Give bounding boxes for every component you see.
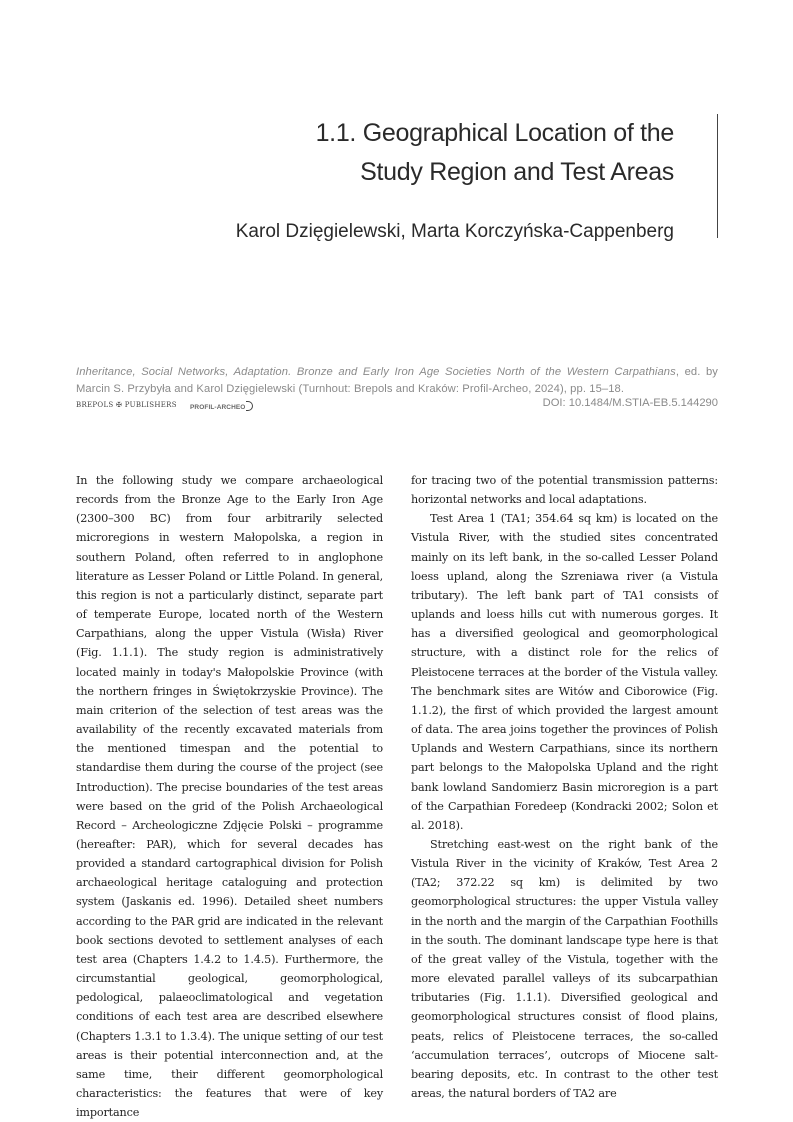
citation-book-title: Inheritance, Social Networks, Adaptation. Bronze and Early Iron Age Societies North of the Western Carpathians xyxy=(76,366,676,378)
body-paragraph: Stretching east-west on the right bank of the Vistula River in the vicinity of Kraków, Test Area 2 (TA2; 372.22 sq km) is delimited by two geomorphological structures: the upper Vistula valley in the north and the margin of the Carpathian Foothills in the south. The dominant landscape type here is that of the great valley of the Vistula, together with the more elevated parallel valleys of its subcarpathian tributaries (Fig. 1.1.1). Diversified geological and geomorphological structures consist of flood plains, peats, relics of Pleistocene terraces, the so-called ‘accumulation terraces’, outcrops of Miocene salt-bearing deposits, etc. In contrast to the other test areas, the natural borders of TA2 are xyxy=(411,837,718,1100)
body-paragraph: In the following study we compare archaeological records from the Bronze Age to the Early Iron Age (2300–300 BC) from four arbitrarily selected microregions in western Małopolska, a region in southern Poland, often referred to in anglophone literature as Lesser Poland or Little Poland. In general, this region is not a particularly distinct, separate part of temperate Europe, located north of the Western Carpathians, along the upper Vistula (Wisła) River (Fig. 1.1.1). The study region is administratively located mainly in today's Małopolskie Province (with the northern fringes in Świętokrzyskie Province). The main criterion of the selection of test areas was the availability of the recently excavated materials from the mentioned timespan and the potential to standardise them during the course of the project (see Introduction). The precise boundaries of the test areas were based on the grid of the Polish Archaeological Record – Archeologiczne Zdjęcie Polski – programme (hereafter: PAR), which for several decades has provided a standard cartographical division for Polish archaeological heritage cataloguing and protection system (Jaskanis ed. 1996). Detailed sheet numbers according to the PAR grid are indicated in the relevant book sections devoted to settlement analyses of each test area (Chapters 1.4.2 to 1.4.5). Furthermore, the circumstantial geological, geomorphological, pedological, palaeoclimatological and vegetation conditions of each test area are described elsewhere (Chapters 1.3.1 to 1.3.4). The unique setting of our test areas is their potential interconnection and, at the same time, their different geomorphological characteristics: the features that were of key importance xyxy=(76,474,383,1120)
body-column-right xyxy=(411,471,718,1103)
body-paragraph: Test Area 1 (TA1; 354.64 sq km) is located on the Vistula River, with the studied sites concentrated mainly on its left bank, in the so-called Lesser Poland loess upland, along the Szreniawa river (a Vistula tributary). The left bank part of TA1 consists of uplands and loess hills cut with numerous gorges. It has a diversified geological and geomorphological structure, with a distinct role for the relics of Pleistocene terraces at the border of the Vistula valley. The benchmark sites are Witów and Ciborowice (Fig. 1.1.2), the first of which provided the largest amount of data. The area joins together the provinces of Polish Uplands and Western Carpathians, since its northern part belongs to the Małopolska Upland and the right bank lowland Sandomierz Basin microregion is a part of the Carpathian Foredeep (Kondracki 2002; Solon et al. 2018). xyxy=(411,512,718,832)
body-column-left xyxy=(76,471,383,1122)
doi-link[interactable]: DOI: 10.1484/M.STIA-EB.5.144290 xyxy=(542,397,718,409)
chapter-authors: Karol Dzięgielewski, Marta Korczyńska-Cappenberg xyxy=(235,221,674,242)
header-rule xyxy=(717,114,718,238)
body-paragraph: for tracing two of the potential transmission patterns: horizontal networks and local adaptations. xyxy=(411,474,718,507)
chapter-header xyxy=(114,114,674,246)
chapter-title-line-1: 1.1. Geographical Location of the xyxy=(315,119,674,147)
publisher-row xyxy=(76,397,718,415)
profil-archeo-text: PROFIL-ARCHEO xyxy=(190,404,246,411)
brepols-logo: BREPOLS ✠ PUBLISHERS xyxy=(76,401,177,409)
profil-archeo-mark-icon xyxy=(246,401,253,411)
citation-details: , ed. by Marcin S. Przybyła and Karol Dzięgielewski (Turnhout: Brepols and Kraków: Profil-Archeo, 2024), pp. 15–18. xyxy=(76,366,718,395)
chapter-title-line-2: Study Region and Test Areas xyxy=(360,158,674,186)
citation-block xyxy=(76,364,718,398)
profil-archeo-logo xyxy=(190,401,253,411)
